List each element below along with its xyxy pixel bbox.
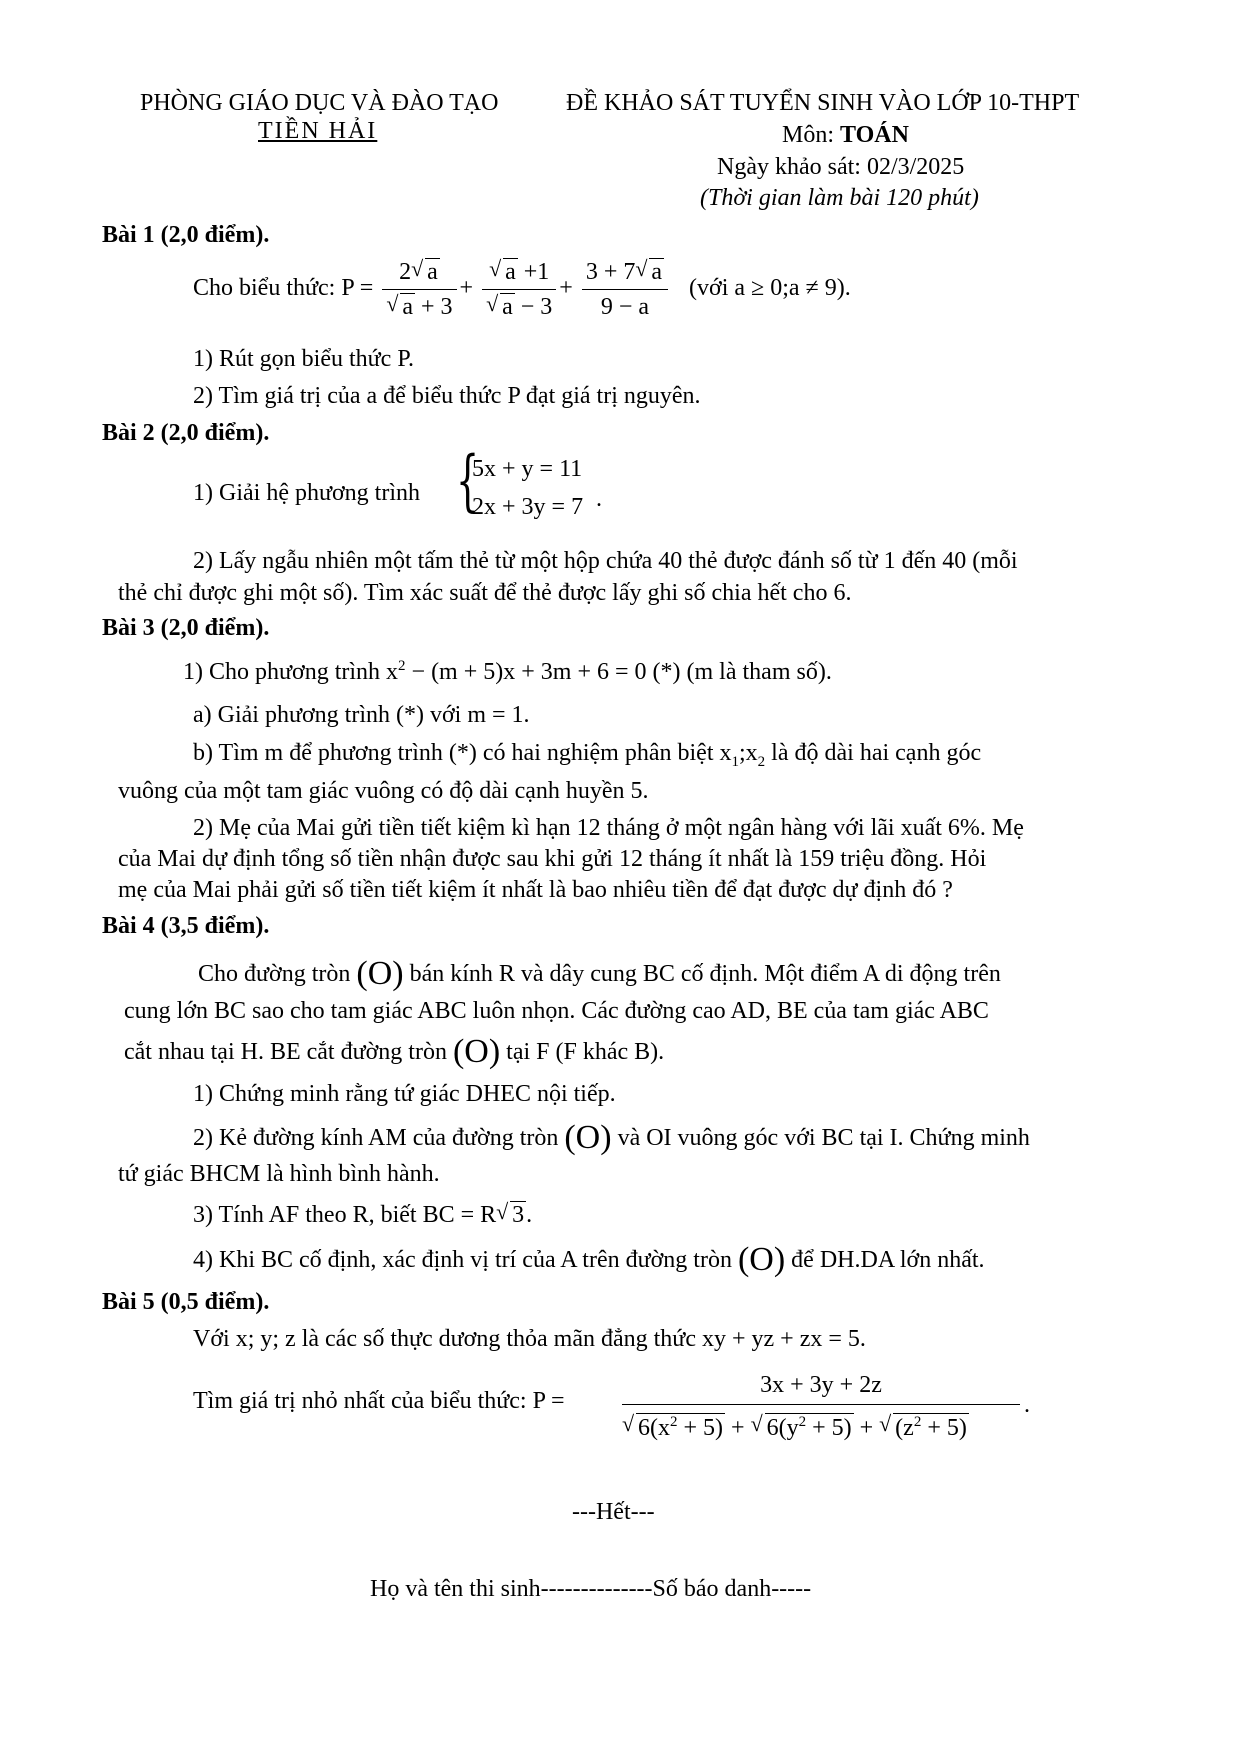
department-name: PHÒNG GIÁO DỤC VÀ ĐÀO TẠO [140, 90, 499, 116]
bai2-q2-line1: 2) Lấy ngẫu nhiên một tấm thẻ từ một hộp chứa 40 thẻ được đánh số từ 1 đến 40 (mỗi [193, 548, 1018, 574]
bai4-q2-line1: 2) Kẻ đường kính AM của đường tròn (O) và OI vuông góc với BC tại I. Chứng minh [193, 1119, 1030, 1156]
end-mark: ---Hết--- [572, 1499, 655, 1525]
bai5-numerator: 3x + 3y + 2z [622, 1372, 1020, 1405]
bai3-q2-line1: 2) Mẹ của Mai gửi tiền tiết kiệm kì hạn 12 tháng ở một ngân hàng với lãi xuất 6%. Mẹ [193, 815, 1024, 841]
circle-O: (O) [356, 955, 404, 992]
bai4-q2-line2: tứ giác BHCM là hình bình hành. [118, 1161, 440, 1187]
bai3-title: Bài 3 (2,0 điểm). [102, 615, 270, 641]
bai2-system: { 5x + y = 11 2x + 3y = 7 . [456, 442, 602, 520]
bai2-q1-lead: 1) Giải hệ phương trình [193, 480, 420, 506]
bai2-title: Bài 2 (2,0 điểm). [102, 420, 270, 446]
root-2: √ $6(y^2 + 5)$ [751, 1413, 854, 1443]
bai4-title: Bài 4 (3,5 điểm). [102, 913, 270, 939]
exam-title: ĐỀ KHẢO SÁT TUYỂN SINH VÀO LỚP 10-THPT [566, 90, 1080, 116]
fraction-2: √ a +1 √ a − 3 [482, 257, 556, 322]
bai4-q3: 3) Tính AF theo R, biết BC = R√ 3. [193, 1201, 532, 1230]
candidate-info-line: Họ và tên thi sinh--------------Số báo danh----- [370, 1576, 812, 1602]
exam-date: Ngày khảo sát: 02/3/2025 [717, 154, 965, 180]
bai4-p-line2: cung lớn BC sao cho tam giác ABC luôn nhọn. Các đường cao AD, BE của tam giác ABC [124, 998, 989, 1024]
district-name: TIỀN HẢI [258, 118, 378, 144]
bai5-denominator: √ $6(x^2 + 5)$ + √ $6(y^2 + 5)$ + √ $(z^2 + 5)$ [622, 1405, 1020, 1443]
bai4-p-line1: Cho đường tròn (O) bán kính R và dây cung BC cố định. Một điểm A di động trên [198, 955, 1001, 992]
bai3-qb-line1: b) Tìm m để phương trình (*) có hai nghiệm phân biệt $x_1;x_2$ là độ dài hai cạnh góc [193, 740, 982, 770]
root-1: √ $6(x^2 + 5)$ [622, 1413, 725, 1443]
fraction-3: $\frac{3 + 7√ a}{9 - a}$ [582, 257, 668, 322]
exam-duration: (Thời gian làm bài 120 phút) [700, 185, 979, 211]
bai2-q2-line2: thẻ chỉ được ghi một số). Tìm xác suất để thẻ được lấy ghi số chia hết cho 6. [118, 580, 852, 606]
bai5-title: Bài 5 (0,5 điểm). [102, 1289, 270, 1315]
bai3-qb-line2: vuông của một tam giác vuông có độ dài cạnh huyền 5. [118, 778, 649, 804]
bai1-q1: 1) Rút gọn biểu thức P. [193, 346, 415, 372]
bai1-condition: (với a ≥ 0;a ≠ 9). [689, 275, 851, 302]
brace-symbol: { [456, 442, 480, 519]
bai5-line1: Với x; y; z là các số thực dương thỏa mãn đẳng thức xy + yz + zx = 5. [193, 1326, 866, 1352]
bai1-title: Bài 1 (2,0 điểm). [102, 222, 270, 248]
bai3-equation: $x^2 - (m + 5)x + 3m + 6 = 0$ [386, 658, 647, 685]
bai5-fraction [622, 1372, 1020, 1442]
root-3: √ $(z^2 + 5)$ [879, 1413, 969, 1443]
bai1-q2: 2) Tìm giá trị của a để biểu thức P đạt giá trị nguyên. [193, 383, 701, 409]
equation-2: 2x + 3y = 7 [472, 494, 584, 520]
bai1-expression: Cho biểu thức: P = 2√ a √ a + 3 + √ a +1 √ a − 3 + $\frac{3 + 7√ a}{9 - a}$ (với a ≥ 0;a ≠ 9). [193, 257, 851, 322]
subject-line: Môn: TOÁN [782, 122, 909, 148]
bai3-qa: a) Giải phương trình (*) với m = 1. [193, 702, 530, 728]
fraction-1: 2√ a √ a + 3 [382, 257, 456, 322]
bai4-q4: 4) Khi BC cố định, xác định vị trí của A trên đường tròn (O) để DH.DA lớn nhất. [193, 1241, 985, 1278]
bai3-q2-line2: của Mai dự định tổng số tiền nhận được sau khi gửi 12 tháng ít nhất là 159 triệu đồng. Hỏi [118, 846, 987, 872]
bai4-p-line3: cắt nhau tại H. BE cắt đường tròn (O) tại F (F khác B). [124, 1033, 665, 1070]
subject-name: TOÁN [840, 122, 909, 148]
equation-1: 5x + y = 11 [472, 456, 583, 482]
bai3-q2-line3: mẹ của Mai phải gửi số tiền tiết kiệm ít nhất là bao nhiêu tiền để đạt được dự định đó ? [118, 877, 953, 903]
bai5-line2: Tìm giá trị nhỏ nhất của biểu thức: P = [193, 1388, 565, 1414]
bai4-q1: 1) Chứng minh rằng tứ giác DHEC nội tiếp. [193, 1081, 616, 1107]
bai3-q1: 1) Cho phương trình $x^2 - (m + 5)x + 3m + 6 = 0$ (*) (m là tham số). [183, 658, 832, 685]
